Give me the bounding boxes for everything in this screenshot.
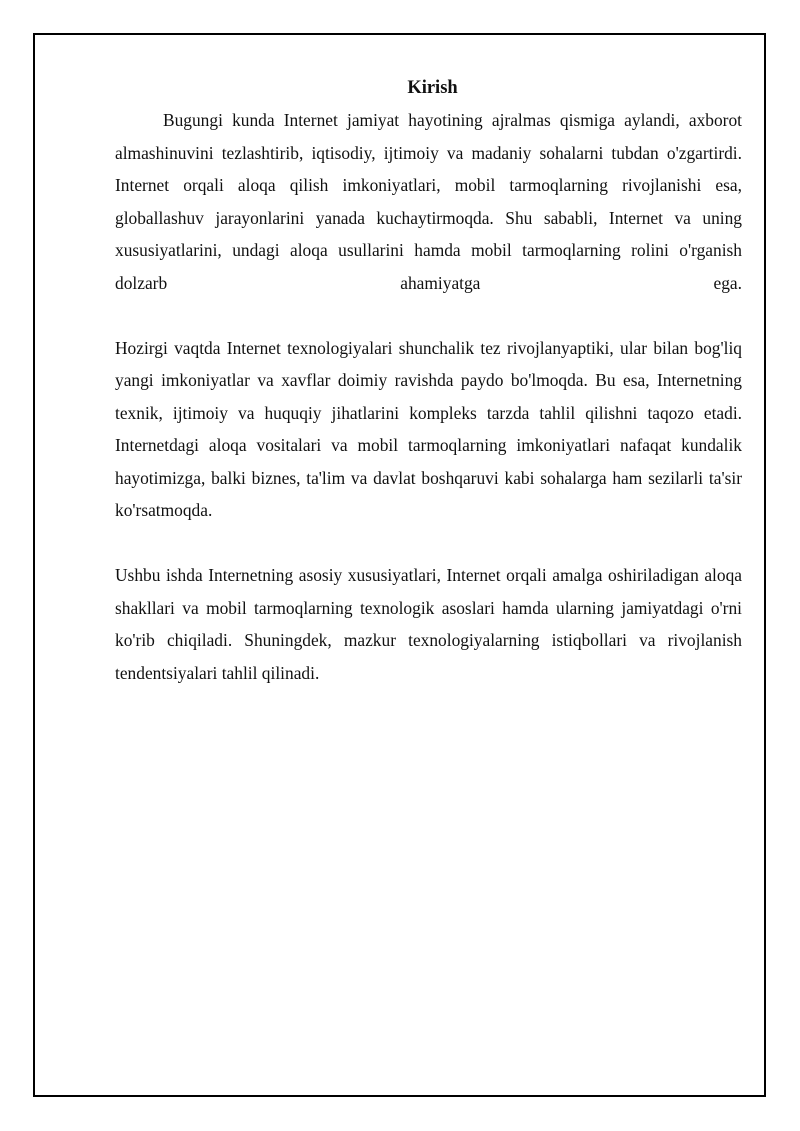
paragraph-gap [115, 299, 742, 332]
paragraph-gap [115, 527, 742, 560]
paragraph-3: Ushbu ishda Internetning asosiy xususiyatlari, Internet orqali amalga oshiriladigan aloqa shakllari va mobil tarmoqlarning texnologik asoslari hamda ularning jamiyatdagi o'rni ko'rib chiqiladi. Shuningdek, mazkur texnologiyalarning istiqbollari va rivojlanish tendentsiyalari tahlil qilinadi. [115, 565, 742, 683]
paragraph-1: Bugungi kunda Internet jamiyat hayotining ajralmas qismiga aylandi, axborot almashinuvini tezlashtirib, iqtisodiy, ijtimoiy va madaniy sohalarni tubdan o'zgartirdi. Internet orqali aloqa qilish imkoniyatlari, mobil tarmoqlarning rivojlanishi esa, globallashuv jarayonlarini yanada kuchaytirmoqda. Shu sababli, Internet va uning xususiyatlarini, undagi aloqa usullarini hamda mobil tarmoqlarning rolini o'rganish dolzarb ahamiyatga ega. [115, 110, 742, 293]
paragraph-2: Hozirgi vaqtda Internet texnologiyalari shunchalik tez rivojlanyaptiki, ular bilan bog'liq yangi imkoniyatlar va xavflar doimiy ravishda paydo bo'lmoqda. Bu esa, Internetning texnik, ijtimoiy va huquqiy jihatlarini kompleks tarzda tahlil qilishni taqozo etadi. Internetdagi aloqa vositalari va mobil tarmoqlarning imkoniyatlari nafaqat kundalik hayotimizga, balki biznes, ta'lim va davlat boshqaruvi kabi sohalarga ham sezilarli ta'sir ko'rsatmoqda. [115, 337, 742, 520]
document-body [115, 72, 742, 689]
document-title: Kirish [407, 78, 458, 98]
